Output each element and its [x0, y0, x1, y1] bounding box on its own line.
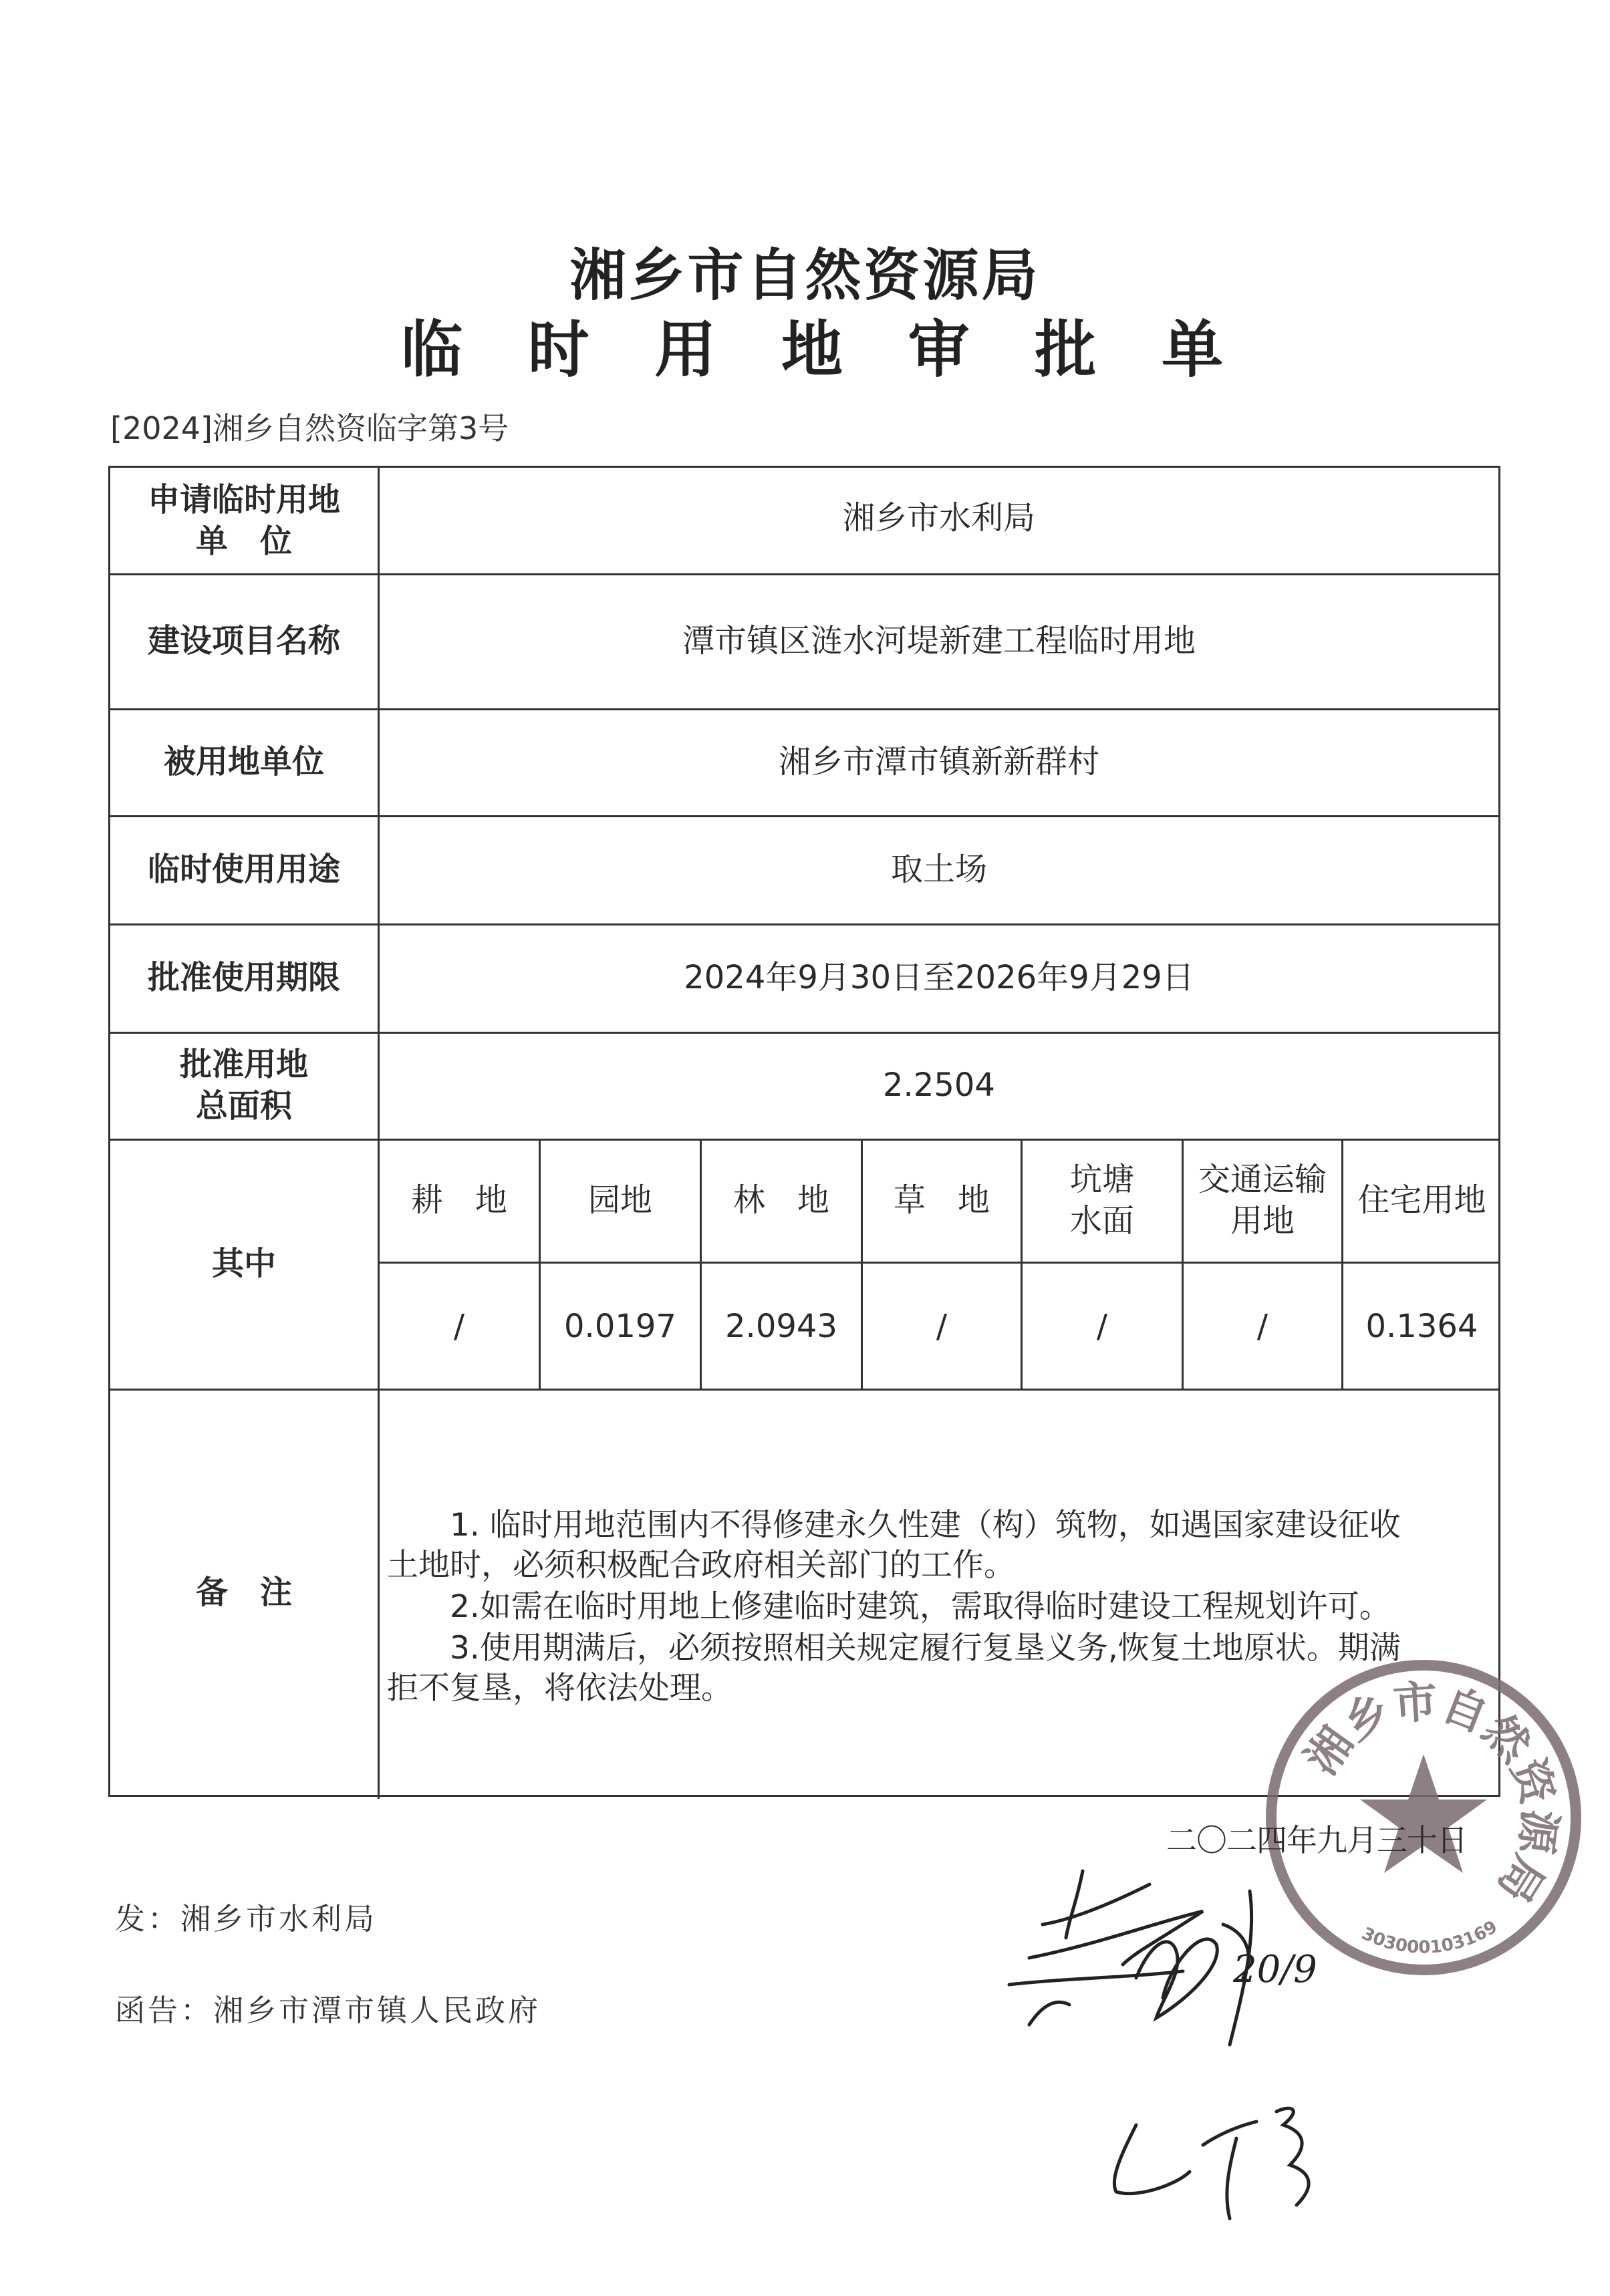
- value-cultivated: /: [453, 1307, 465, 1345]
- signature-note: 20/9: [1233, 1948, 1317, 1991]
- document-number: [2024]湘乡自然资临字第3号: [110, 410, 509, 446]
- form-title-char: 时: [527, 314, 589, 386]
- value-transport: /: [1256, 1307, 1268, 1345]
- seal-code: 303000103169: [1358, 1916, 1501, 1958]
- header-residential: 住宅用地: [1357, 1181, 1486, 1219]
- remark-line: 2.如需在临时用地上修建临时建筑，需取得临时建设工程规划许可。: [387, 1588, 1391, 1625]
- label-line: 申请临时用地: [147, 481, 340, 519]
- form-title: [401, 301, 1223, 389]
- label-breakdown: 其中: [211, 1245, 276, 1282]
- remark-line: 3.使用期满后，必须按照相关规定履行复垦义务,恢复土地原状。期满: [387, 1630, 1401, 1667]
- remark-line: 1. 临时用地范围内不得修建永久性建（构）筑物，如遇国家建设征收: [387, 1507, 1401, 1544]
- form-title-char: 批: [1035, 314, 1097, 386]
- label-applicant: [110, 468, 378, 573]
- value-forest: 2.0943: [725, 1307, 837, 1345]
- value-period: 2024年9月30日至2026年9月29日: [684, 959, 1194, 996]
- seal-text: 湘乡市自然资源局: [1295, 1675, 1567, 1912]
- label-line: 总面积: [195, 1087, 292, 1125]
- remark-line: 土地时，必须积极配合政府相关部门的工作。: [387, 1547, 1015, 1584]
- value-applicant: 湘乡市水利局: [842, 499, 1035, 537]
- handwritten-signature: [1002, 1844, 1377, 2232]
- cc-to: 函告：湘乡市潭市镇人民政府: [115, 1993, 541, 2028]
- label-usage: 临时使用用途: [147, 851, 340, 888]
- header-forest: 林 地: [732, 1181, 829, 1219]
- approval-table: [108, 466, 1500, 1797]
- label-remarks: 备 注: [195, 1574, 292, 1611]
- value-project-name: 潭市镇区涟水河堤新建工程临时用地: [682, 622, 1196, 660]
- header-transport: [1184, 1139, 1341, 1262]
- value-garden: 0.0197: [564, 1307, 676, 1345]
- header-garden: 园地: [587, 1181, 652, 1219]
- header-grass: 草 地: [893, 1181, 990, 1219]
- form-title-char: 用: [654, 314, 716, 386]
- form-title-char: 临: [401, 314, 463, 386]
- label-land-owner: 被用地单位: [163, 743, 324, 780]
- send-to: 发：湘乡市水利局: [115, 1901, 378, 1936]
- agency-title: 湘乡市自然资源局: [569, 243, 1041, 308]
- label-project-name: 建设项目名称: [147, 622, 340, 660]
- value-residential: 0.1364: [1365, 1307, 1478, 1345]
- header-line: 交通运输: [1198, 1161, 1327, 1198]
- issue-date: 二〇二四年九月三十日: [1166, 1822, 1467, 1858]
- header-line: 坑塘: [1069, 1161, 1134, 1198]
- value-usage: 取土场: [890, 851, 987, 888]
- header-line: 用地: [1230, 1202, 1295, 1240]
- value-pond: /: [1096, 1307, 1108, 1345]
- label-line: 批准用地: [179, 1046, 308, 1083]
- form-title-char: 审: [908, 314, 970, 386]
- value-land-owner: 湘乡市潭市镇新新群村: [778, 743, 1099, 780]
- value-total-area: 2.2504: [883, 1066, 995, 1104]
- form-title-char: 地: [781, 314, 843, 386]
- label-period: 批准使用期限: [147, 959, 340, 996]
- label-line: 单 位: [195, 523, 292, 560]
- header-pond: [1023, 1139, 1182, 1262]
- header-line: 水面: [1069, 1202, 1134, 1240]
- value-grass: /: [936, 1307, 948, 1345]
- header-cultivated: 耕 地: [410, 1181, 507, 1219]
- label-total-area: [110, 1032, 378, 1139]
- form-title-char: 单: [1161, 314, 1223, 386]
- remark-line: 拒不复垦，将依法处理。: [387, 1670, 732, 1707]
